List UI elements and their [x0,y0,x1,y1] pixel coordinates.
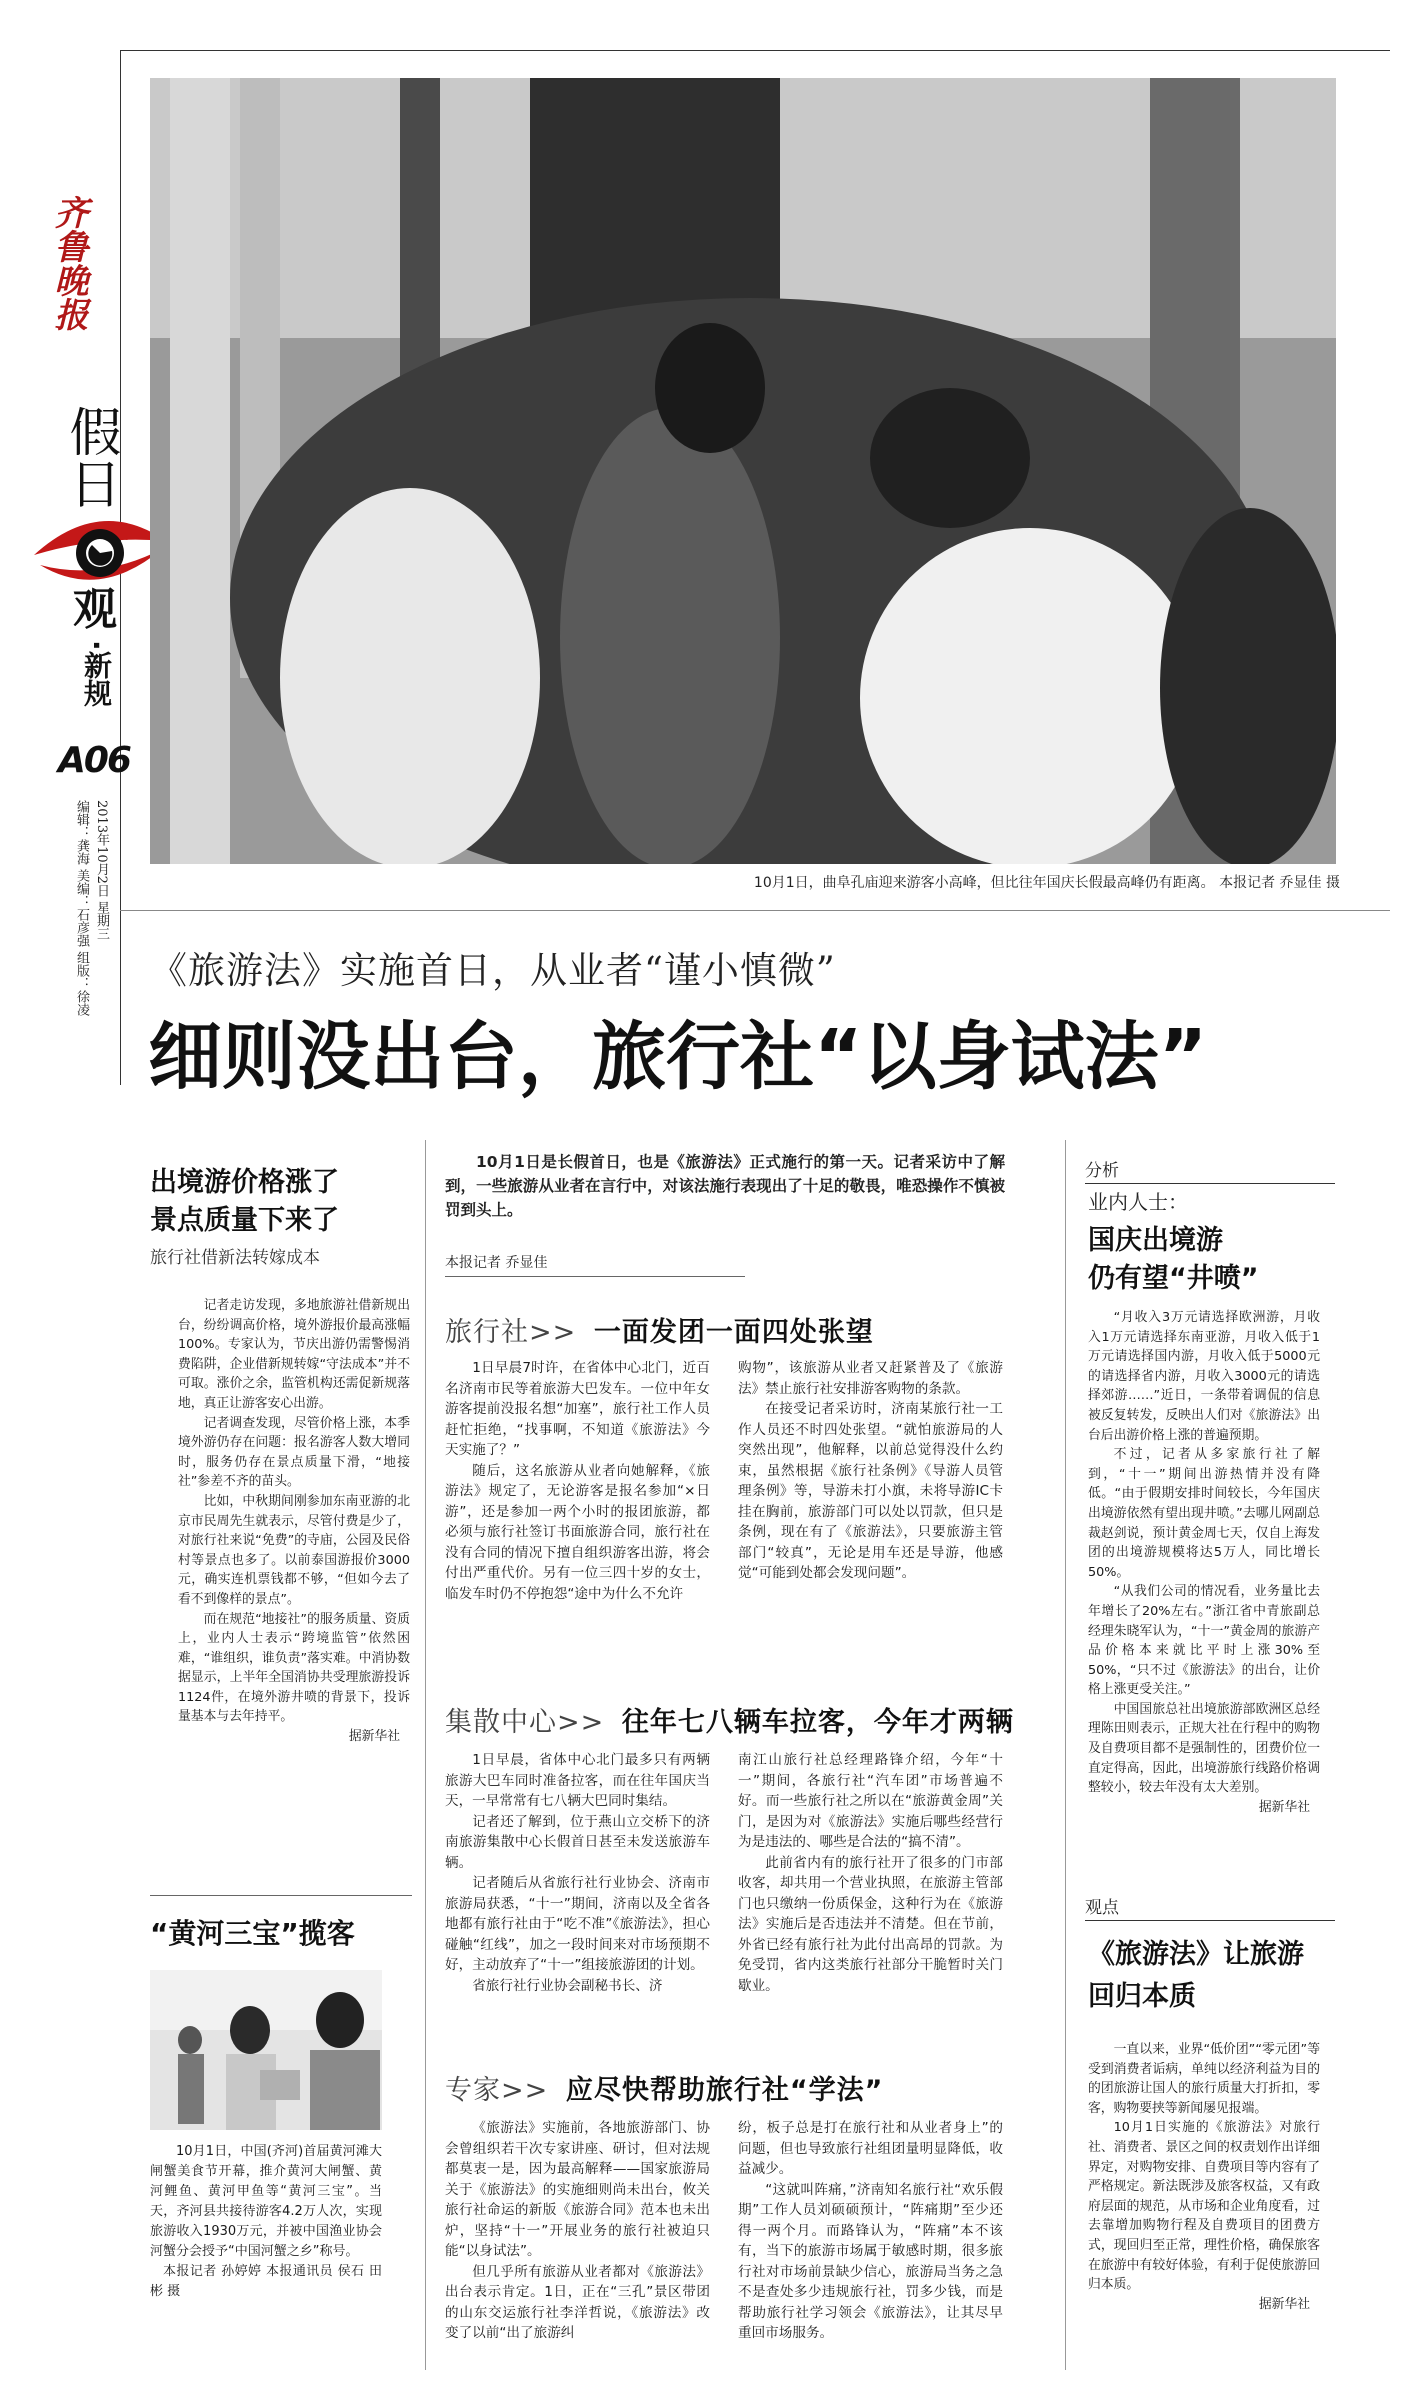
huanghe-story-byline: 本报记者 孙婷婷 本报通讯员 侯石 田彬 摄 [150,2264,382,2299]
section-2-paragraph: 此前省内有的旅行社开了很多的门市部收客，却共用一个营业执照，在旅游主管部门也只缴纳一份质保金，这种行为在《旅游法》实施后是否违法并不清楚。但在节前，外省已经有旅行社为此付出高昂的罚款。为免受罚，省内这类旅行社部分干脆暂时关门歇业。 [738,1854,1003,1994]
section-2-prefix: 集散中心>> [445,1707,605,1738]
section-1-col-1 [445,1358,710,1604]
viewpoint-title-1: 《旅游法》让旅游 [1088,1939,1304,1970]
viewpoint-source: 据新华社 [1258,2296,1310,2312]
left-story-paragraph: 比如，中秋期间刚参加东南亚游的北京市民周先生就表示，尽管付费是少了，对旅行社来说“免费”的寺庙，公园及民俗村等景点也多了。以前泰国游报价3000元，确实连机票钱都不够，“但如今去了看不到像样的景点”。 [178,1493,410,1607]
analysis-source: 据新华社 [1258,1799,1310,1815]
lead-byline: 本报记者 乔显佳 [445,1255,548,1271]
editor-credits: 编辑：龚海 美编：石彦强 组版：徐凌 [74,800,89,1017]
huanghe-photo [150,1970,382,2130]
section-1-paragraph: 1日早晨7时许，在省体中心北门，近百名济南市民等着旅游大巴发车。一位中年女游客提前没报名想“加塞”，旅行社工作人员赶忙拒绝，“找事啊，不知道《旅游法》今天实施了？” [445,1360,710,1458]
analysis-title-2: 仍有望“井喷” [1088,1263,1259,1294]
photo-caption: 10月1日，曲阜孔庙迎来游客小高峰，但比往年国庆长假最高峰仍有距离。 本报记者 乔显佳 摄 [753,875,1340,891]
viewpoint-paragraph: 一直以来，业界“低价团”“零元团”等受到消费者诟病，单纯以经济利益为目的的团旅游让国人的旅行质量大打折扣，零客，购物要挟等新闻屡见报端。 [1088,2042,1320,2116]
viewpoint-title-2: 回归本质 [1088,1981,1196,2012]
analysis-title-1: 国庆出境游 [1088,1225,1223,1256]
analysis-paragraph: “从我们公司的情况看，业务量比去年增长了20%左右。”浙江省中青旅副总经理朱晓军认为，“十一”黄金周的旅游产品价格本来就比平时上涨30%至50%，“只不过《旅游法》的出台，让价格上涨更受关注。” [1088,1584,1320,1698]
section-3-heading [445,2068,1060,2107]
left-story-source: 据新华社 [348,1729,400,1745]
date-line: 2013年10月2日 星期三 [94,800,109,941]
section-2-heading [445,1700,1060,1739]
section-1-title: 一面发团一面四处张望 [593,1317,874,1348]
section-2-col-2 [738,1750,1003,1996]
analysis-tag: 分析 [1085,1156,1335,1184]
huanghe-story-title: “黄河三宝”揽客 [150,1917,355,1950]
section-3-col-2 [738,2118,1003,2344]
section-3-paragraph: 《旅游法》实施前，各地旅游部门、协会曾组织若干次专家讲座、研讨，但对法规都莫衷一是，因为最高解释——国家旅游局关于《旅游法》的实施细则尚未出台，攸关旅行社命运的新版《旅游合同》范本也未出炉，坚持“十一”开展业务的旅行社被迫只能“以身试法”。 [445,2120,710,2259]
headline-main: 细则没出台，旅行社“以身试法” [148,1014,1208,1100]
analysis-kicker: 业内人士： [1088,1190,1188,1214]
analysis-paragraph: 中国国旅总社出境旅游部欧洲区总经理陈田则表示，正规大社在行程中的购物及自费项目都不是强制性的，团费价位一直定得高，因此，出境游旅行线路价格调整较小，较去年没有太大差别。 [1088,1701,1320,1796]
huanghe-story-body [150,2142,382,2302]
section-3-paragraph: “这就叫阵痛，”济南知名旅行社“欢乐假期”工作人员刘硕硕预计，“阵痛期”至少还得一两个月。而路锋认为，“阵痛”本不该有，当下的旅游市场属于敏感时期，很多旅行社对市场前景缺少信心，旅游局当务之急不是查处多少违规旅行社，罚多少钱，而是帮助旅行社学习领会《旅游法》，让其尽早重回市场服务。 [738,2181,1003,2341]
section-label-sub: ·新规 [80,640,113,707]
section-3-paragraph: 纷，板子总是打在旅行社和从业者身上”的问题，但也导致旅行社组团量明显降低，收益减少。 [738,2120,1003,2177]
analysis-body [1088,1308,1320,1817]
viewpoint-tag: 观点 [1085,1893,1335,1921]
left-story-title-2: 景点质量下来了 [150,1205,339,1236]
section-1-paragraph: 随后，这名旅游从业者向她解释，《旅游法》规定了，无论游客是报名参加“×日游”，还是参加一两个小时的报团旅游，都必须与旅行社签订书面旅游合同，旅行社在没有合同的情况下擅自组织游客出游，将会付出严重代价。另有一位三四十岁的女士，临发车时仍不停抱怨“途中为什么不允许 [445,1462,710,1602]
headline-kicker: 《旅游法》实施首日，从业者“谨小慎微” [150,949,836,992]
left-story-title-1: 出境游价格涨了 [150,1167,339,1198]
lead-paragraph: 10月1日是长假首日，也是《旅游法》正式施行的第一天。记者采访中了解到，一些旅游从业者在言行中，对该法施行表现出了十足的敬畏，唯恐操作不慎被罚到头上。 [445,1153,1005,1219]
main-photo [150,78,1336,864]
huanghe-story-paragraph: 10月1日，中国(齐河)首届黄河滩大闸蟹美食节开幕，推介黄河大闸蟹、黄河鲤鱼、黄河甲鱼等“黄河三宝”。当天，齐河县共接待游客4.2万人次，实现旅游收入1930万元，并被中国渔业协会河蟹分会授予“中国河蟹之乡”称号。 [150,2144,382,2259]
section-3-col-1 [445,2118,710,2344]
section-2-paragraph: 记者还了解到，位于燕山立交桥下的济南旅游集散中心长假首日甚至未发送旅游车辆。 [445,1813,710,1871]
viewpoint-paragraph: 10月1日实施的《旅游法》对旅行社、消费者、景区之间的权责划作出详细界定，对购物安排、自费项目等内容有了严格规定。新法既涉及旅客权益，又有政府层面的规范，从市场和企业角度看，过去靠增加购物行程及自费项目的团费方式，现回归至正常，理性价格，确保旅客在旅游中有较好体验，有利于促使旅游回归本质。 [1088,2120,1320,2293]
section-2-paragraph: 记者随后从省旅行社行业协会、济南市旅游局获悉，“十一”期间，济南以及全省各地都有旅行社由于“吃不准”《旅游法》，担心碰触“红线”，加之一段时间来对市场预期不好，主动放弃了“十一”组接旅游团的计划。 [445,1875,710,1973]
section-2-col-1 [445,1750,710,1996]
analysis-paragraph: “月收入3万元请选择欧洲游，月收入1万元请选择东南亚游，月收入低于1万元请选择国内游，月收入低于5000元的请选择省内游，月收入3000元的请选择郊游……”近日，一条带着调侃的信息被反复转发，反映出人们对《旅游法》出台后出游价格上涨的普遍预期。 [1088,1310,1320,1443]
section-1-paragraph: 购物”，该旅游从业者又赶紧普及了《旅游法》禁止旅行社安排游客购物的条款。 [738,1360,1003,1397]
eye-logo-icon [30,505,170,595]
newspaper-logo: 齐鲁晚报 [48,195,88,331]
section-3-prefix: 专家>> [445,2075,549,2106]
section-1-col-2 [738,1358,1003,1584]
section-2-paragraph: 南江山旅行社总经理路锋介绍，今年“十一”期间，各旅行社“汽车团”市场普遍不好。而一些旅行社之所以在“旅游黄金周”关门，是因为对《旅游法》实施后哪些经营行为是违法的、哪些是合法的“搞不清”。 [738,1752,1003,1850]
left-story-body [178,1296,410,1747]
section-2-paragraph: 1日早晨，省体中心北门最多只有两辆旅游大巴车同时准备拉客，而在往年国庆当天，一早常常有七八辆大巴同时集结。 [445,1752,710,1809]
analysis-paragraph: 不过，记者从多家旅行社了解到，“十一”期间出游热情并没有降低。“由于假期安排时间较长，今年国庆出境游依然有望出现井喷。”去哪儿网副总裁赵剑说，预计黄金周七天，仅自上海发团的出境游规模将达5万人，同比增长50%。 [1088,1447,1320,1580]
page-number: A06 [58,740,130,781]
section-3-paragraph: 但几乎所有旅游从业者都对《旅游法》出台表示肯定。1日，正在“三孔”景区带团的山东交运旅行社李洋哲说，《旅游法》改变了以前“出了旅游纠 [445,2263,710,2341]
section-2-title: 往年七八辆车拉客，今年才两辆 [621,1707,1014,1738]
left-story-paragraph: 记者走访发现，多地旅游社借新规出台，纷纷调高价格，境外游报价最高涨幅100%。专家认为，节庆出游仍需警惕消费陷阱，企业借新规转嫁“守法成本”并不可取。涨价之余，监管机构还需促新规落地，真正让游客安心出游。 [178,1298,410,1411]
section-1-paragraph: 在接受记者采访时，济南某旅行社一工作人员还不时四处张望。“就怕旅游局的人突然出现”，他解释，以前总觉得没什么约束，虽然根据《旅行社条例》《导游人员管理条例》等，导游未打小旗，未将导游IC卡挂在胸前，旅游部门可以处以罚款，但只是条例，现在有了《旅游法》，只要旅游主管部门“较真”，无论是用车还是导游，他感觉“可能到处都会发现问题”。 [738,1401,1003,1581]
section-3-title: 应尽快帮助旅行社“学法” [565,2075,884,2106]
section-1-heading [445,1310,1055,1349]
section-1-prefix: 旅行社>> [445,1317,577,1348]
left-story-paragraph: 记者调查发现，尽管价格上涨，本季境外游仍存在问题：报名游客人数大增同时，服务仍存在景点质量下滑，“地接社”参差不齐的苗头。 [178,1415,410,1490]
left-story-subtitle: 旅行社借新法转嫁成本 [150,1248,320,1268]
viewpoint-body [1088,2040,1320,2314]
section-label-main: 观 [73,584,117,635]
left-story-paragraph: 而在规范“地接社”的服务质量、资质上，业内人士表示“跨境监管”依然困难，“谁组织，谁负责”落实难。中消协数据显示，上半年全国消协共受理旅游投诉1124件，在境外游井喷的背景下，投诉量基本与去年持平。 [178,1611,410,1725]
section-2-paragraph: 省旅行社行业协会副秘书长、济 [472,1977,663,1994]
section-label-top: 假日 [60,405,120,509]
